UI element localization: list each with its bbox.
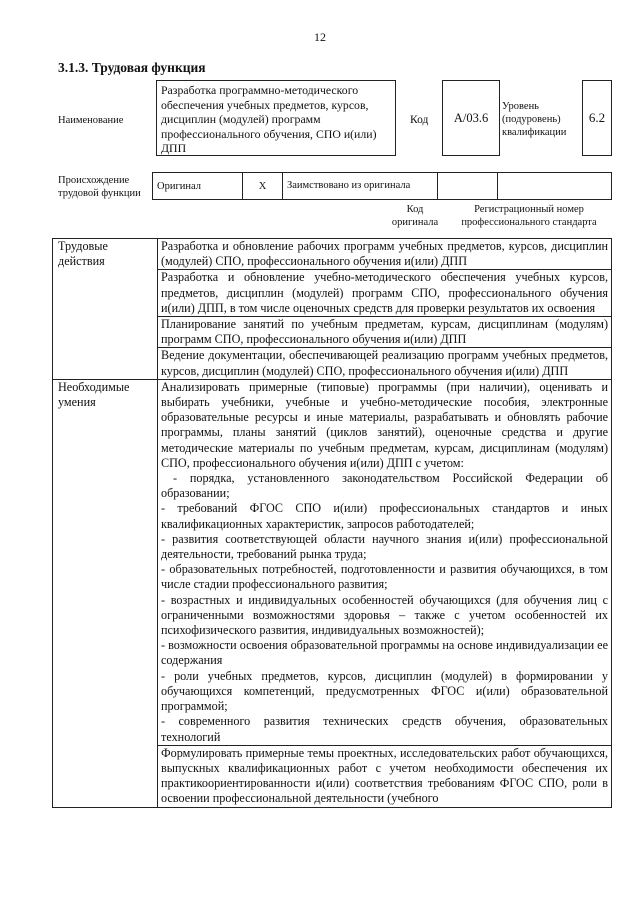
code-value-box: А/03.6 xyxy=(442,80,500,156)
labor-actions-label: Трудовые действия xyxy=(53,239,158,380)
skills-bullet: - роли учебных предметов, курсов, дисциплин (модулей) в формировании у обучающихся компетенций, предусмотренных ФГОС и(или) образовательной программой; xyxy=(161,668,608,714)
origin-borrowed-cell: Заимствовано из оригинала xyxy=(283,173,438,199)
labor-actions-cell xyxy=(158,239,612,380)
skills-bullet: - возрастных и индивидуальных особенностей обучающихся (для обучения лиц с ограниченными возможностями здоровья – также с учетом особенностей их психофизического развития, индивидуальных возможностей); xyxy=(161,592,608,638)
skills-item: Формулировать примерные темы проектных, исследовательских работ обучающихся, выпускных квалификационных работ с учетом необходимости обеспечения их практикоориентированности и(или) соответствия требованиям ФГОС СПО, роли в освоении профессиональной деятельности (учебного xyxy=(158,745,611,807)
labor-action-item: Ведение документации, обеспечивающей реализацию программ учебных предметов, курсов, дисциплин (модулей) СПО, профессионального обучения и(или) ДПП xyxy=(158,347,611,378)
skills-bullet: - образовательных потребностей, подготовленности и развития обучающихся, в том числе стадии профессионального развития; xyxy=(161,562,608,592)
function-name-box: Разработка программно-методического обеспечения учебных предметов, курсов, дисциплин (модулей) программ профессионального обучения, СПО и(или) ДПП xyxy=(156,80,396,156)
code-label: Код xyxy=(410,114,429,126)
skills-item xyxy=(161,380,608,745)
origin-mark-cell: X xyxy=(243,173,283,199)
reg-number-label: Регистрационный номер профессионального стандарта xyxy=(461,204,597,228)
origin-code-cell xyxy=(438,173,498,199)
skills-row xyxy=(53,379,612,807)
labor-action-item: Разработка и обновление рабочих программ учебных предметов, курсов, дисциплин (модулей) СПО, профессионального обучения и(или) ДПП xyxy=(161,239,608,269)
skills-label: Необходимые умения xyxy=(53,379,158,807)
skills-bullet: - современного развития технических средств обучения, образовательных технологий xyxy=(161,714,608,744)
skills-cell xyxy=(158,379,612,807)
skills-bullet: - требований ФГОС СПО и(или) профессиональных стандартов и иных квалификационных характеристик, запросов работодателей; xyxy=(161,501,608,531)
code-original-label: Код оригинала xyxy=(391,204,439,228)
labor-function-table xyxy=(52,238,612,808)
level-value-box: 6.2 xyxy=(582,80,612,156)
level-label: Уровень (подуровень) квалификации xyxy=(502,101,567,138)
labor-actions-row xyxy=(53,239,612,380)
name-label: Наименование xyxy=(58,115,124,126)
labor-action-item: Планирование занятий по учебным предметам, курсам, дисциплинам (модулям) программ СПО, профессионального обучения и(или) ДПП xyxy=(158,316,611,347)
origin-label: Происхождение трудовой функции xyxy=(58,175,141,199)
labor-action-item: Разработка и обновление учебно-методического обеспечения учебных курсов, предметов, дисциплин (модулей) программ СПО, профессионального обучения и(или) ДПП, в том числе оценочных средств для проверки результатов их освоения xyxy=(158,269,611,316)
origin-reg-cell xyxy=(498,173,611,199)
origin-original-cell: Оригинал xyxy=(153,173,243,199)
origin-row xyxy=(152,172,612,200)
page-number: 12 xyxy=(314,30,326,44)
skills-intro: Анализировать примерные (типовые) программы (при наличии), оценивать и выбирать учебники, учебные и учебно-методические пособия, электронные образовательные ресурсы и иные материалы, разрабатывать и обновлять рабочие программы, планы занятий (циклов занятий), оценочные средства и другие методические материалы по учебным предметам, курсам, дисциплинам (модулям) СПО, профессионального обучения и(или) ДПП с учетом: xyxy=(161,379,608,470)
skills-bullet: - порядка, установленного законодательством Российской Федерации об образовании; xyxy=(161,471,608,501)
skills-bullet: - развития соответствующей области научного знания и(или) профессиональной деятельности, требований рынка труда; xyxy=(161,531,608,562)
skills-bullet: - возможности освоения образовательной программы на основе индивидуализации ее содержания xyxy=(161,638,608,668)
section-title: 3.1.3. Трудовая функция xyxy=(58,60,206,75)
